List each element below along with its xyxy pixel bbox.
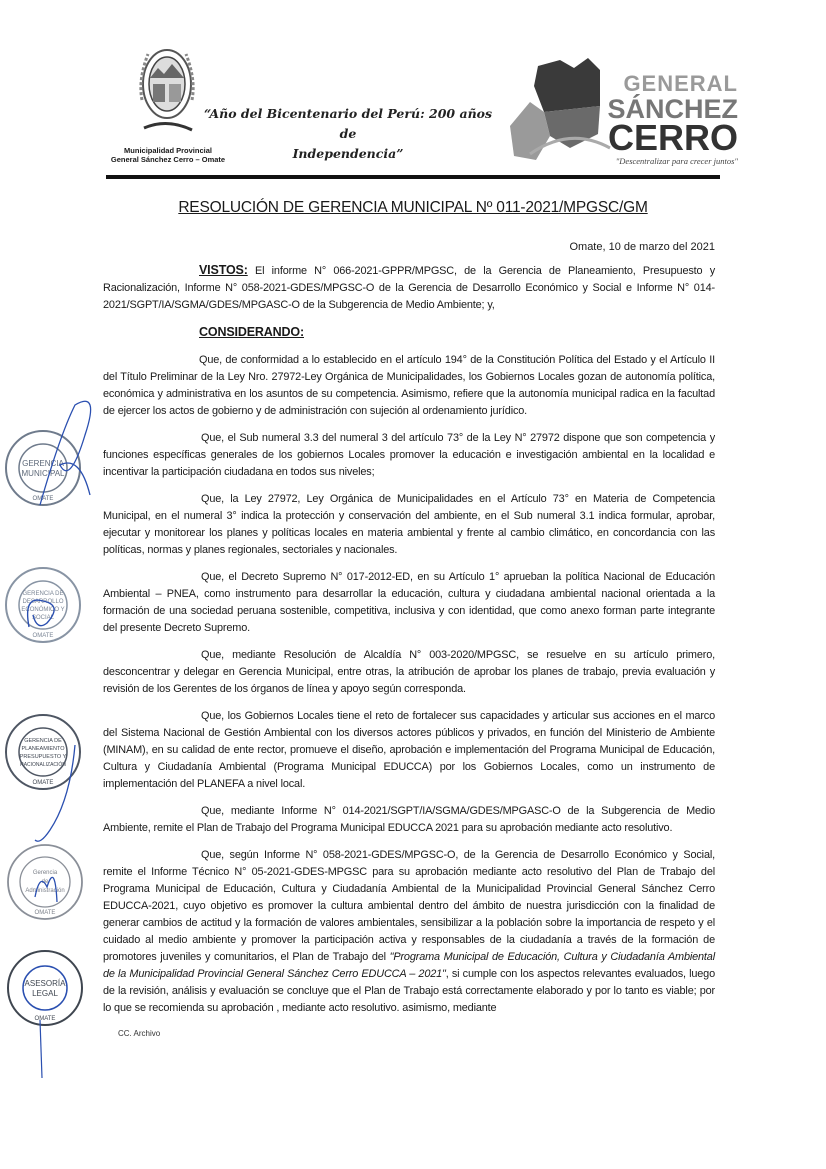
logo-line2: SÁNCHEZ [607,94,738,124]
vistos-heading: VISTOS: [199,263,248,277]
stamp-text: GERENCIA DE [22,591,64,597]
paragraph [103,708,715,793]
vistos-paragraph [103,262,715,314]
document-content [103,262,715,1039]
paragraph-text: Que, de conformidad a lo establecido en el artículo 194° de la Constitución Política del Estado y el Artículo II del Título Preliminar de la Ley Nro. 27972-Ley Orgánica de Municipalidades, los Gobiernos Locales gozan de autonomía política, económica y administrativa en los asuntos de su competencia. Asimismo, refiere que la autonomía municipal radica en la facultad de ejercer los actos de gobierno y de administración con sujeción al ordenamiento jurídico. [103,354,715,417]
stamp-text: GERENCIA DE [24,738,62,744]
stamp-text: OMATE [34,1016,56,1022]
stamp-text: SOCIAL [31,615,55,621]
general-sanchez-cerro-logo [500,56,740,170]
program-name-italic: "Programa Municipal de Educación, Cultura y Ciudadanía Ambiental de la Municipalidad Provincial General Sánchez Cerro EDUCCA – 2021" [103,951,715,980]
paragraph [103,647,715,698]
paragraph [103,847,715,1017]
paragraph [103,430,715,481]
paragraph [103,569,715,637]
stamp-text: RACIONALIZACIÓN [20,762,66,768]
paragraph-text: Que, el Decreto Supremo N° 017-2012-ED, en su Artículo 1° aprueban la política Nacional de Educación Ambiental – PNEA, como instrumento para desarrollar la educación, cultura y ciudadana ambiental nacional orientada a la formación de una sociedad peruana sostenible, competitiva, inclusiva y con identidad, que como anexo forman parte integrante del presente Decreto Supremo. [103,571,715,634]
stamp-text: ASESORÍA [24,979,66,988]
vistos-text: El informe N° 066-2021-GPPR/MPGSC, de la Gerencia de Planeamiento, Presupuesto y Racionalización, Informe N° 058-2021-GDES/MPGSC-O de la Gerencia de Desarrollo Económico y Social e Informe N° 014-2021/SGPT/IA/SGMA/GDES/MPGASC-O de la Subgerencia de Medio Ambiente; y, [103,265,715,311]
municipality-name-line2: General Sánchez Cerro – Omate [110,155,226,164]
stamp-text: ECONÓMICO Y [21,607,65,613]
stamp-text: PRESUPUESTO Y [19,754,67,760]
document-body [103,262,715,1017]
header-divider [106,175,720,179]
stamp-gerencia-administracion [5,842,85,922]
paragraph-text: Que, el Sub numeral 3.3 del numeral 3 del artículo 73° de la Ley N° 27972 dispone que son competencia y funciones específicas generales de los gobiernos Locales promover la educación e investigación ambiental en la localidad e incentivar la participación ciudadana en todos sus niveles; [103,432,715,478]
stamp-text: OMATE [32,633,54,639]
signature-gerencia-municipal [30,395,100,515]
stamp-text: OMATE [34,910,56,916]
logo-line3: CERRO [607,117,738,158]
stamp-gerencia-desarrollo-economico [3,565,83,645]
paragraph [103,491,715,559]
signature-asesoria-legal [30,1020,50,1080]
considerando-label: CONSIDERANDO: [199,325,304,339]
paragraph-text: Que, la Ley 27972, Ley Orgánica de Municipalidades en el Artículo 73° en Materia de Competencia Municipal, en el numeral 3° indica la protección y conservación del ambiente, en el Sub numeral 3.1 indica formular, aprobar, ejecutar y monitorear los planes y políticas locales en materia ambiental y frente al cambio climático, en concordancia con las políticas, normas y planes regionales, sectoriales y nacionales. [103,493,715,556]
considerando-heading [199,324,715,342]
paragraph-text: Que, mediante Informe N° 014-2021/SGPT/IA/SGMA/GDES/MPGASC-O de la Subgerencia de Medio Ambiente, remite el Plan de Trabajo del Programa Municipal EDUCCA 2021 para su aprobación mediante acto resolutivo. [103,805,715,834]
motto-line1: “Año del Bicentenario del Perú: 200 años de [203,106,493,141]
stamp-text: OMATE [32,496,54,502]
stamp-text: de [41,879,49,885]
paragraph-text: Que, según Informe N° 058-2021-GDES/MPGSC-O, de la Gerencia de Desarrollo Económico y Social, remite el Informe Técnico N° 05-2021-GDES-MPGSC para su aprobación mediante acto resolutivo del Plan de Trabajo del Programa Municipal de Educación, Cultura y Ciudadanía Ambiental de la Municipalidad Provincial General Sánchez Cerro EDUCCA-2021, cuyo objetivo es promover la cultura ambiental dentro del ámbito de nuestra jurisdicción con la finalidad de generar cambios de actitud y la formación de valores ambientales, sensibilizar a la población sobre la importancia de respeto y el cuidado al medio ambiente y promover la participación activa y responsables de la ciudadanía a través de la formación de promotores juveniles y comunitarios, el Plan de Trabajo del [103,849,715,963]
paragraph-text: Que, mediante Resolución de Alcaldía N° 003-2020/MPGSC, se resuelve en su artículo primero, desconcentrar y delegar en Gerencia Municipal, entre otras, la atribución de aprobar los planes de trabajo, previa evaluación y revisión de los Gerentes de los órganos de línea y apoyo según corresponda. [103,649,715,695]
paragraph [103,803,715,837]
paragraph-text: Que, los Gobiernos Locales tiene el reto de fortalecer sus capacidades y articular sus acciones en el marco del Sistema Nacional de Gestión Ambiental con los diversos actores públicos y privados, en función del Ministerio de Ambiente (MINAM), en su calidad de ente rector, promueve el diseño, aprobación e implementación del Programa Municipal de Educación, Cultura y Ciudadanía Ambiental (Programa Municipal EDUCCA) por los Gobiernos Locales, como un instrumento de implementación del PLANEFA a nivel local. [103,710,715,790]
municipality-name-line1: Municipalidad Provincial [124,146,212,155]
copy-to-archive: CC. Archivo [118,1029,161,1038]
logo-line1: GENERAL [623,71,738,96]
year-motto [200,104,496,164]
logo-tagline: "Descentralizar para crecer juntos" [615,156,738,166]
stamp-text: PLANEAMIENTO [21,746,65,752]
stamp-asesoria-legal [5,948,85,1028]
document-title: RESOLUCIÓN DE GERENCIA MUNICIPAL Nº 011-2021/MPGSC/GM [178,199,648,216]
stamp-text: Administración [25,888,65,894]
municipal-crest-logo [136,40,198,140]
stamp-text: DESARROLLO [22,599,64,605]
document-date: Omate, 10 de marzo del 2021 [569,241,715,253]
signature-planeamiento [30,740,80,850]
stamp-text: Gerencia [32,870,58,876]
stamp-text: OMATE [32,780,54,786]
paragraph-text: , si cumple con los aspectos relevantes evaluados, luego de la revisión, análisis y evaluación se concluye que el Plan de Trabajo está correctamente elaborado y por lo tanto es viable; por lo que se recomienda su aprobación , mediante acto resolutivo. asimismo, mediante [103,968,715,1014]
paragraph [103,352,715,420]
motto-line2: Independencia” [292,146,404,161]
stamp-text: LEGAL [32,989,58,998]
stamp-text: GERENCIA [22,459,64,468]
stamp-text: MUNICIPAL [21,469,65,478]
